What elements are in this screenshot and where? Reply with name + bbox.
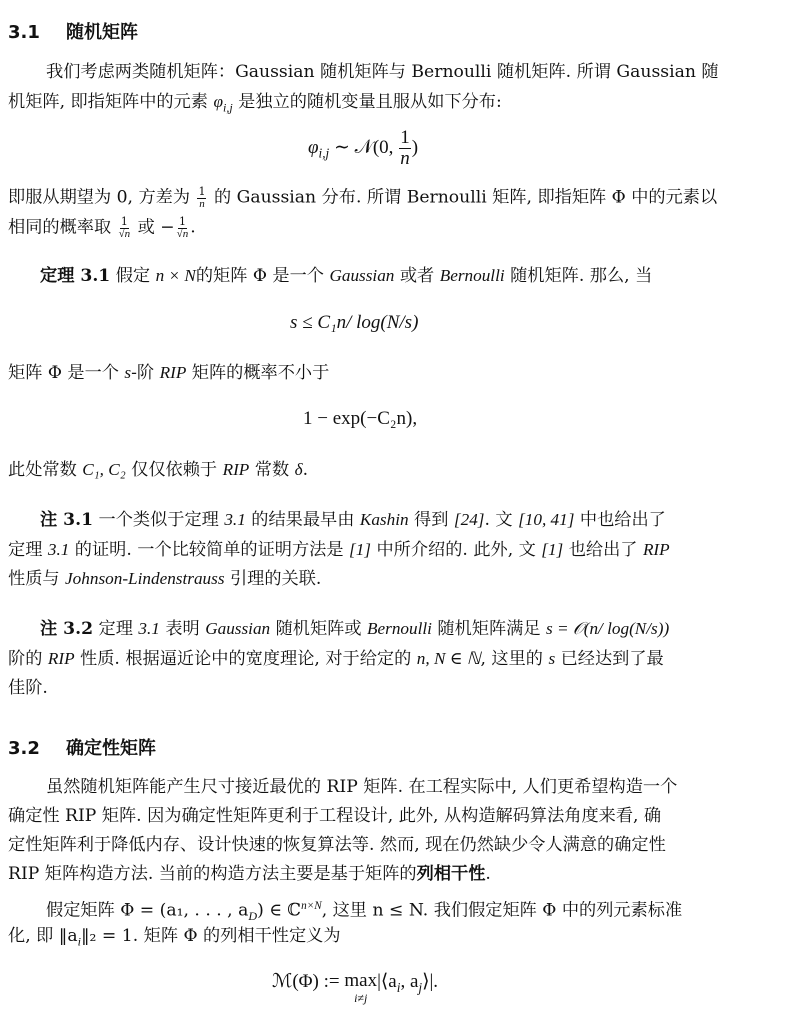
text: 或者 xyxy=(394,266,440,286)
text: 随机矩阵满足 xyxy=(431,619,547,639)
math: s xyxy=(124,363,132,382)
section-title: 确定性矩阵 xyxy=(66,738,156,759)
text: |⟨a xyxy=(377,971,397,992)
equation-distribution xyxy=(308,128,418,169)
section-number: 3.1 xyxy=(8,22,40,43)
inline-fraction xyxy=(119,216,131,240)
text: 定理 xyxy=(8,540,48,560)
math: n, N ∈ ℕ xyxy=(416,649,481,668)
paragraph-3-line-4 xyxy=(8,863,491,885)
text: 中所介绍的. 此外, 文 xyxy=(370,540,542,560)
text: . xyxy=(302,460,309,480)
inline-fraction xyxy=(177,216,189,240)
math: C₁, C₂ xyxy=(82,460,126,479)
citation: [1] xyxy=(349,540,371,559)
text: 的结果最早由 xyxy=(245,510,360,530)
paragraph-1-line-1: 我们考虑两类随机矩阵：Gaussian 随机矩阵与 Bernoulli 随机矩阵. 所谓 Gaussian 随 xyxy=(46,62,719,82)
ref: 3.1 xyxy=(224,510,246,529)
text: ‖₂ = 1. 矩阵 Φ 的列相干性定义为 xyxy=(80,926,341,946)
paragraph-4-line-1 xyxy=(46,895,682,927)
text: 的 Gaussian 分布. 所谓 Bernoulli 矩阵, 即指矩阵 Φ 中的元素以 xyxy=(208,187,718,208)
math: δ xyxy=(294,460,303,479)
text-italic: RIP xyxy=(47,649,75,668)
text-italic: RIP xyxy=(642,540,670,559)
frac-den: n xyxy=(400,147,410,169)
text-italic: Gaussian xyxy=(205,619,271,638)
text: 是独立的随机变量且服从如下分布: xyxy=(232,92,502,112)
frac-num: 1 xyxy=(178,215,186,228)
text: 也给出了 xyxy=(563,540,643,560)
text: 得到 xyxy=(408,510,454,530)
eq-lhs: ℳ(Φ) := xyxy=(272,971,345,992)
text: . xyxy=(485,864,491,884)
math-phi-ij: $\varphi_{i,j}$ xyxy=(213,92,233,115)
math: s = 𝒪(n/ log(N/s)) xyxy=(546,619,670,638)
note-1-line-3 xyxy=(8,568,321,590)
text: 定理 xyxy=(93,619,139,639)
text-italic: Johnson-Lindenstrauss xyxy=(65,569,225,588)
math: n × N xyxy=(155,266,196,285)
ref: 3.1 xyxy=(47,540,70,559)
section-number: 3.2 xyxy=(8,738,40,759)
eq-sub: i,j xyxy=(318,145,330,161)
text: , 这里 n ≤ N. 我们假定矩阵 Φ 中的列元素标准 xyxy=(321,900,683,921)
theorem-equation-1: s ≤ C₁n/ log(N/s) xyxy=(290,312,419,333)
note-1-line-1 xyxy=(40,509,666,531)
theorem-label: 定理 3.1 xyxy=(40,266,111,286)
paragraph-1-line-2 xyxy=(8,91,502,118)
paragraph-3-line-1: 虽然随机矩阵能产生尺寸接近最优的 RIP 矩阵. 在工程实际中, 人们更希望构造一个 xyxy=(46,777,678,797)
text: 随机矩阵. 那么, 当 xyxy=(504,266,653,286)
text-italic: Bernoulli xyxy=(439,266,505,285)
eq-rel: ∼ 𝒩(0, xyxy=(329,136,399,158)
math: s xyxy=(548,649,556,668)
text: 常数 xyxy=(249,460,295,480)
paragraph-2-line-2 xyxy=(8,216,196,240)
text: 阶的 xyxy=(8,649,48,669)
text: . xyxy=(190,217,196,238)
text: 此处常数 xyxy=(8,460,83,480)
text-bold: 列相干性 xyxy=(416,864,486,884)
note-label: 注 3.2 xyxy=(40,619,94,639)
text-italic: Gaussian xyxy=(329,266,395,285)
frac-num: 1 xyxy=(198,185,206,198)
text: 的矩阵 Φ 是一个 xyxy=(195,266,330,286)
section-title: 随机矩阵 xyxy=(66,22,138,43)
text-italic: Bernoulli xyxy=(367,619,432,638)
ref: 3.1 xyxy=(138,619,160,638)
citation: [1] xyxy=(541,540,564,559)
text-italic: RIP xyxy=(222,460,250,479)
text: 的证明. 一个比较简单的证明方法是 xyxy=(69,540,349,560)
frac-den: √n xyxy=(176,227,189,240)
theorem-line-2 xyxy=(8,362,329,384)
text: 矩阵 Φ 是一个 xyxy=(8,363,125,383)
superscript: n×N xyxy=(301,900,322,912)
op-under: i≠j xyxy=(354,991,368,1005)
note-2-line-2 xyxy=(8,648,664,670)
theorem-equation-2: 1 − exp(−C₂n), xyxy=(303,408,418,429)
text: 即服从期望为 0, 方差为 xyxy=(8,187,196,208)
text: 引理的关联. xyxy=(224,569,322,589)
text: 仅仅依赖于 xyxy=(125,460,223,480)
eq-fraction xyxy=(399,128,411,169)
subscript: D xyxy=(248,909,258,924)
theorem-line-3 xyxy=(8,459,308,481)
text: 一个类似于定理 xyxy=(93,510,225,530)
text: -阶 xyxy=(131,363,160,383)
text: . 文 xyxy=(484,510,519,530)
text: 化, 即 ‖a xyxy=(8,926,78,946)
subscript: j xyxy=(418,979,423,995)
paragraph-2-line-1 xyxy=(8,186,717,210)
text: 随机矩阵或 xyxy=(270,619,368,639)
max-operator xyxy=(344,970,377,1004)
frac-num: 1 xyxy=(400,127,410,148)
section-heading-3-2 xyxy=(8,734,156,760)
text: 相同的概率取 xyxy=(8,217,117,238)
text: 已经达到了最 xyxy=(555,649,664,669)
theorem-line-1 xyxy=(40,265,652,287)
text: , 这里的 xyxy=(480,649,549,669)
note-2-line-1 xyxy=(40,618,669,640)
note-label: 注 3.1 xyxy=(40,510,94,530)
note-1-line-2 xyxy=(8,539,670,561)
text: 假定矩阵 Φ = (a₁, . . . , a xyxy=(46,900,249,921)
text-italic: RIP xyxy=(159,363,187,382)
text: 性质与 xyxy=(8,569,66,589)
text: 矩阵的概率不小于 xyxy=(186,363,330,383)
citation: [24] xyxy=(453,510,485,529)
eq-close: ) xyxy=(411,136,419,158)
text: ⟩|. xyxy=(422,971,439,992)
frac-num: 1 xyxy=(120,215,128,228)
text-italic: Kashin xyxy=(359,510,409,529)
frac-den: √n xyxy=(118,227,131,240)
eq-lhs: φ xyxy=(308,136,319,158)
citation: [10, 41] xyxy=(518,510,575,529)
text: , a xyxy=(400,971,419,992)
text: 性质. 根据逼近论中的宽度理论, 对于给定的 xyxy=(74,649,417,669)
text: RIP 矩阵构造方法. 当前的构造方法主要是基于矩阵的 xyxy=(8,864,417,884)
paragraph-3-line-2: 确定性 RIP 矩阵. 因为确定性矩阵更利于工程设计, 此外, 从构造解码算法角度来看, 确 xyxy=(8,806,662,826)
subscript: i xyxy=(77,934,81,949)
text: 或 − xyxy=(132,217,175,238)
text: 机矩阵, 即指矩阵中的元素 xyxy=(8,92,214,112)
text: 假定 xyxy=(110,266,156,286)
inline-fraction xyxy=(197,186,206,210)
note-2-line-3: 佳阶. xyxy=(8,678,48,698)
equation-coherence xyxy=(272,970,438,1004)
section-heading-3-1 xyxy=(8,18,138,44)
frac-den: n xyxy=(199,197,205,210)
text: ) ∈ ℂ xyxy=(257,900,302,921)
paragraph-4-line-2 xyxy=(8,925,341,952)
text: 中也给出了 xyxy=(574,510,666,530)
text: 表明 xyxy=(159,619,206,639)
subscript: i xyxy=(396,979,401,995)
paragraph-3-line-3: 定性矩阵利于降低内存、设计快速的恢复算法等. 然而, 现在仍然缺少令人满意的确定性 xyxy=(8,835,666,855)
op: max xyxy=(344,970,378,991)
